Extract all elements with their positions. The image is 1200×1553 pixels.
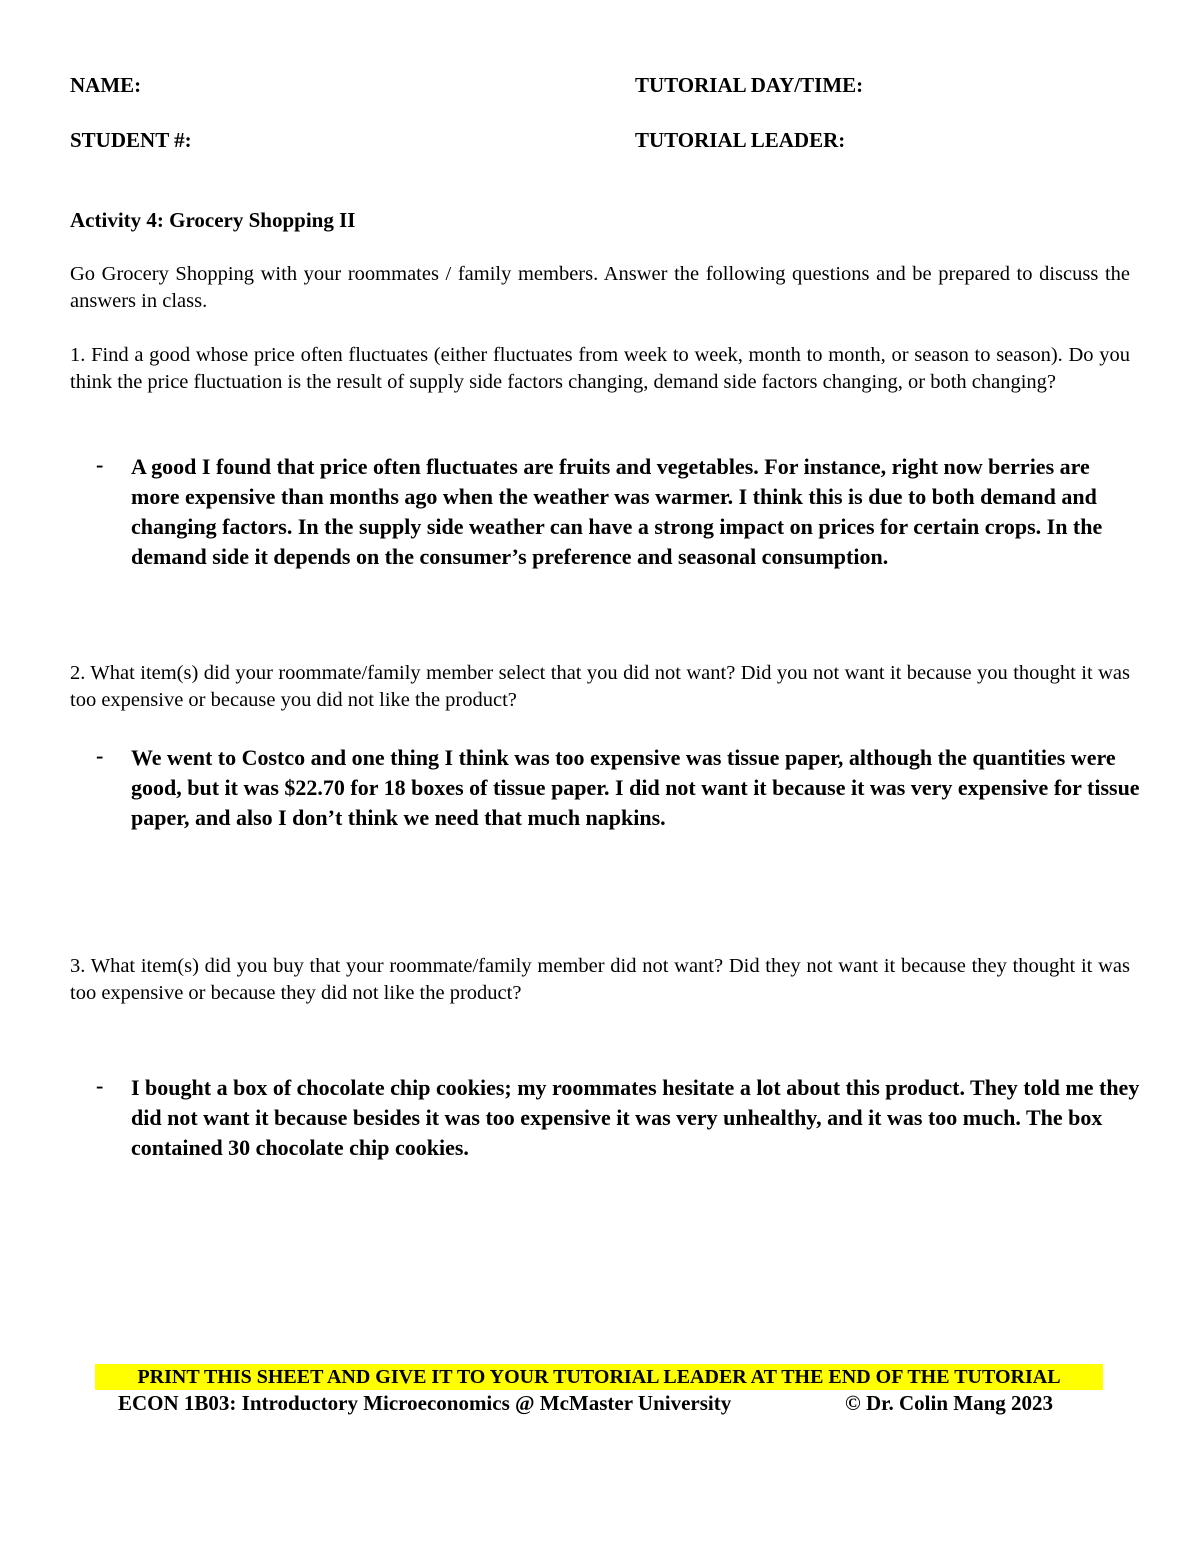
answer-2: We went to Costco and one thing I think was too expensive was tissue paper, although the quantities were good, but it was $22.70 for 18 boxes of tissue paper. I did not want it because it was very expensive for tissue paper, and also I don’t think we need that much napkins.: [131, 745, 1140, 830]
question-2: 2. What item(s) did your roommate/family member select that you did not want? Did you not want it because you thought it was too expensive or because you did not like the product?: [70, 662, 1130, 711]
question-1: 1. Find a good whose price often fluctuates (either fluctuates from week to week, month to month, or season to season). Do you think the price fluctuation is the result of supply side factors changing, demand side factors changing, or both changing?: [70, 344, 1130, 393]
answer-3-bullet: -: [96, 1073, 104, 1098]
course-info: ECON 1B03: Introductory Microeconomics @ McMaster University: [118, 1391, 732, 1415]
answer-1-bullet: -: [96, 452, 104, 477]
student-number-label: STUDENT #:: [70, 128, 192, 152]
tutorial-leader-label: TUTORIAL LEADER:: [635, 128, 846, 152]
answer-3: I bought a box of chocolate chip cookies; my roommates hesitate a lot about this product. They told me they did not want it because besides it was too expensive it was very unhealthy, and it was too much. The box contained 30 chocolate chip cookies.: [131, 1075, 1140, 1160]
copyright-notice: © Dr. Colin Mang 2023: [845, 1391, 1054, 1415]
answer-1: A good I found that price often fluctuates are fruits and vegetables. For instance, right now berries are more expensive than months ago when the weather was warmer. I think this is due to both demand and changing factors. In the supply side weather can have a strong impact on prices for certain crops. In the demand side it depends on the consumer’s preference and seasonal consumption.: [131, 454, 1103, 569]
tutorial-daytime-label: TUTORIAL DAY/TIME:: [635, 73, 864, 97]
answer-2-bullet: -: [96, 743, 104, 768]
name-label: NAME:: [70, 73, 142, 97]
print-notice: PRINT THIS SHEET AND GIVE IT TO YOUR TUTORIAL LEADER AT THE END OF THE TUTORIAL: [95, 1364, 1103, 1390]
question-3: 3. What item(s) did you buy that your roommate/family member did not want? Did they not want it because they thought it was too expensive or because they did not like the product?: [70, 955, 1130, 1004]
activity-intro: Go Grocery Shopping with your roommates / family members. Answer the following questions and be prepared to discuss the answers in class.: [70, 263, 1130, 312]
activity-title: Activity 4: Grocery Shopping II: [70, 208, 356, 232]
